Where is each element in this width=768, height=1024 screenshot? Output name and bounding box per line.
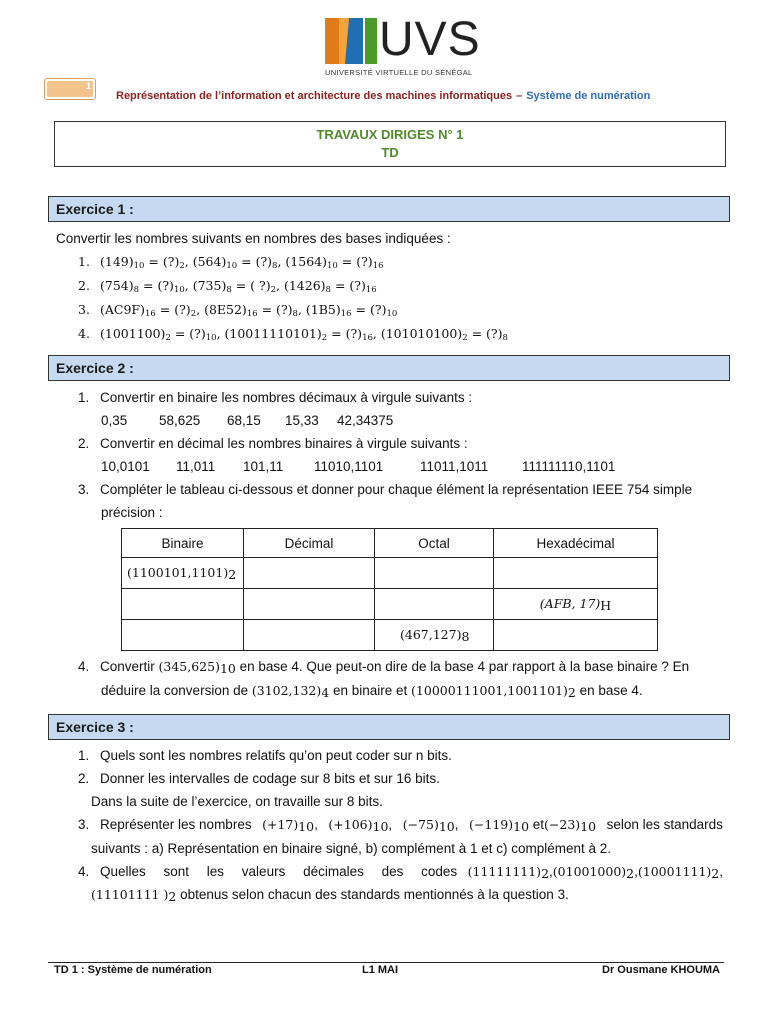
value: 101,11 [243, 459, 284, 474]
page-number: 1 [85, 81, 91, 91]
document-subtitle: TD [381, 145, 399, 160]
exercise-3-question-1: 1. Quels sont les nombres relatifs qu’on peut coder sur n bits. [78, 748, 452, 763]
table-cell: (AFB, $17)_H$ [494, 589, 658, 620]
conversion-expression: $(1001100)_2$ = $(?)_{10}$, $(10011110101)_2$ = $(?)_{16}$, $(101010100)_2$ = $(?)_8$ [100, 326, 508, 343]
exercise-3-note: Dans la suite de l’exercice, on travaille sur 8 bits. [91, 794, 383, 809]
exercise-3-heading: Exercice 3 : [48, 714, 730, 740]
uvs-logo-mark [325, 18, 377, 66]
header-separator: – [516, 90, 523, 102]
table-cell [244, 558, 375, 589]
table-cell: $(1100101,1101)_2$ [122, 558, 244, 589]
document-title: TRAVAUX DIRIGES N° 1 [316, 127, 464, 142]
logo-text: UVS [379, 13, 481, 66]
value: 0,35 [101, 413, 128, 428]
table-cell: $(467,127)_8$ [375, 620, 494, 651]
table-row [122, 620, 658, 651]
footer-right: Dr Ousmane KHOUMA [602, 964, 720, 976]
exercise-1-item-3: 3. $(AC9F)_{16}$ = $(?)_2$, $(8E52)_{16}$ = $(?)_8$, $(1B5)_{16}$ = $(?)_{10}$ [78, 302, 398, 319]
table-header-row [122, 529, 658, 558]
value: 68,15 [227, 413, 261, 428]
table-row [122, 558, 658, 589]
exercise-2-decimal-values [101, 413, 393, 428]
exercise-1-item-4: 4. $(1001100)_2$ = $(?)_{10}$, $(10011110101)_2$ = $(?)_{16}$, $(101010100)_2$ = $(?)_8$ [78, 326, 508, 343]
uvs-logo [325, 13, 481, 80]
value: 10,0101 [101, 459, 150, 474]
table-cell [375, 558, 494, 589]
conversion-expression: $(149)_{10}$ = $(?)_2$, $(564)_{10}$ = $(?)_8$, $(1564)_{10}$ = $(?)_{16}$ [100, 254, 384, 271]
exercise-2-question-4: 4. Convertir $(345,625)_{10}$ en base 4. Que peut-on dire de la base 4 par rapport à la base binaire ? En [78, 659, 690, 676]
exercise-1-heading: Exercice 1 : [48, 196, 730, 222]
table-cell [122, 620, 244, 651]
exercise-3-question-4-cont: (11101111 )$_2$ obtenus selon chacun des standards mentionnés à la question 3. [91, 887, 569, 904]
footer-left: TD 1 : Système de numération [54, 964, 212, 976]
footer-center: L1 MAI [362, 964, 399, 976]
value: 11010,1101 [314, 459, 384, 474]
exercise-2-question-4-cont: déduire la conversion de $(3102,132)_4$ en binaire et $(10000111001,1001101)_2$ en base 4. [101, 683, 643, 700]
table-cell [494, 620, 658, 651]
table-row [122, 589, 658, 620]
exercise-3-question-2: 2. Donner les intervalles de codage sur 8 bits et sur 16 bits. [78, 771, 440, 786]
exercise-1-intro: Convertir les nombres suivants en nombres des bases indiquées : [56, 231, 451, 246]
table-cell [122, 589, 244, 620]
exercise-3-question-3-cont: suivants : a) Représentation en binaire signé, b) complément à 1 et c) complément à 2. [91, 841, 612, 856]
course-title: Représentation de l’information et architecture des machines informatiques [116, 90, 513, 102]
conversion-expression: $(AC9F)_{16}$ = $(?)_2$, $(8E52)_{16}$ = $(?)_8$, $(1B5)_{16}$ = $(?)_{10}$ [100, 302, 398, 319]
value: 58,625 [159, 413, 201, 428]
exercise-2-question-3-cont: précision : [101, 505, 163, 520]
exercise-2-question-2: 2. Convertir en décimal les nombres binaires à virgule suivants : [78, 436, 468, 451]
conversion-table [121, 528, 658, 651]
exercise-3-question-4: 4. Quelles sont les valeurs décimales des codes $(11111111)_2,(01001000)_2,(10001111)_2$, [78, 864, 723, 881]
value: 11011,1011 [420, 459, 489, 474]
exercise-2-question-3: 3. Compléter le tableau ci-dessous et donner pour chaque élément la représentation IEEE 754 simple [78, 482, 693, 497]
footer-divider [48, 962, 724, 963]
conversion-expression: $(754)_8$ = $(?)_{10}$, $(735)_8$ = ( $?)_2$, $(1426)_8$ = $(?)_{16}$ [100, 278, 377, 295]
title-box [54, 121, 726, 167]
exercise-2-heading: Exercice 2 : [48, 355, 730, 381]
value: 111111110,1101 [522, 459, 616, 474]
exercise-1-item-1: 1. $(149)_{10}$ = $(?)_2$, $(564)_{10}$ = $(?)_8$, $(1564)_{10}$ = $(?)_{16}$ [78, 254, 384, 271]
exercise-3-question-3: 3. Représenter les nombres $(+17)_{10}$, $(+106)_{10}$, $(-75)_{10}$, $(-119)_{10}$ $et(-23)_{10}$ selon les standards [78, 817, 723, 834]
page-number-badge [44, 78, 96, 100]
table-cell [244, 620, 375, 651]
column-header: Hexadécimal [494, 529, 658, 558]
module-title: Système de numération [526, 90, 651, 102]
value: 11,011 [176, 459, 216, 474]
value: 15,33 [285, 413, 319, 428]
table-cell [244, 589, 375, 620]
column-header: Binaire [122, 529, 244, 558]
column-header: Octal [375, 529, 494, 558]
logo-tagline: UNIVERSITÉ VIRTUELLE DU SÉNÉGAL [325, 68, 473, 77]
exercise-1-item-2: 2. $(754)_8$ = $(?)_{10}$, $(735)_8$ = ( $?)_2$, $(1426)_8$ = $(?)_{16}$ [78, 278, 377, 295]
running-header [116, 90, 650, 102]
table-cell [494, 558, 658, 589]
column-header: Décimal [244, 529, 375, 558]
value: 42,34375 [337, 413, 394, 428]
exercise-2-binary-values [101, 459, 615, 474]
exercise-2-question-1: 1. Convertir en binaire les nombres décimaux à virgule suivants : [78, 390, 473, 405]
table-cell [375, 589, 494, 620]
